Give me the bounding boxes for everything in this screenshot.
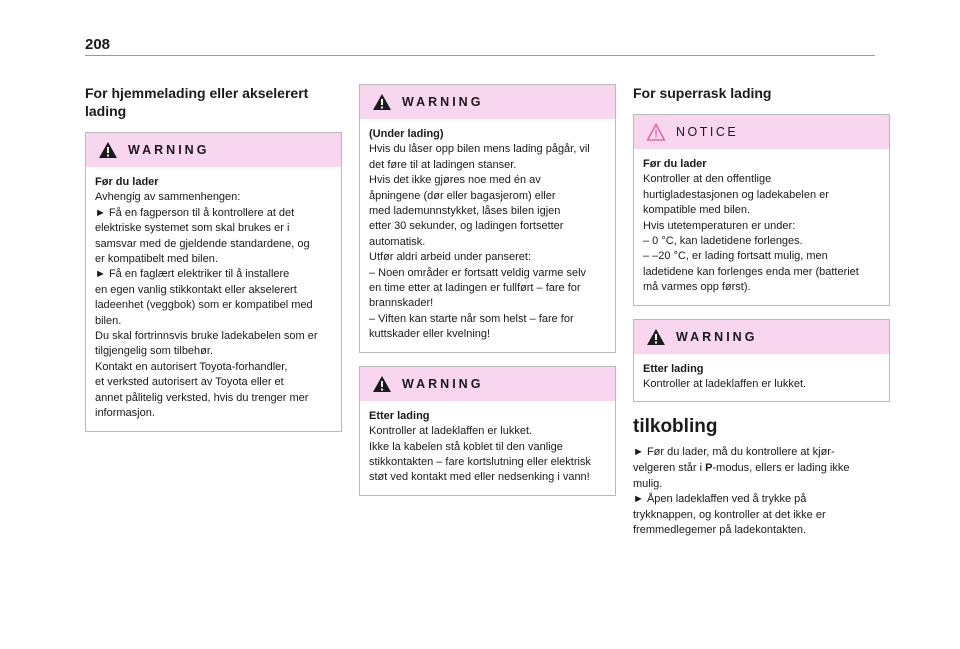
column-2	[359, 84, 616, 509]
warning-triangle-icon	[646, 328, 666, 346]
box-text-line: annet pålitelig verksted, hvis du trenger mer	[95, 391, 309, 404]
box-text-line: – Viften kan starte når som helst – fare for	[369, 312, 574, 325]
box-text-line: Avhengig av sammenhengen:	[95, 191, 241, 204]
box-text-line: tilgjengelig som tilbehør.	[95, 345, 214, 358]
box-text-line: samsvar med de gjeldende standardene, og	[95, 237, 310, 250]
warning-header	[86, 133, 341, 167]
box-text-line: ► Få en faglært elektriker til å installere	[95, 268, 290, 281]
notice-triangle-icon	[646, 123, 666, 141]
warning-label: WARNING	[128, 143, 210, 157]
warning-box-before-charging	[85, 132, 342, 432]
warning-body	[360, 401, 615, 495]
box-text-line: automatisk.	[369, 235, 426, 248]
warning-box-after-charging	[633, 319, 890, 403]
box-text-line: – 0 °C, kan ladetidene forlenges.	[643, 235, 803, 248]
connection-line: fremmedlegemer på ladekontakten.	[633, 524, 807, 537]
box-text-line: Hvis du låser opp bilen mens lading pågår, vil	[369, 143, 590, 156]
box-text-line: – –20 °C, er lading fortsatt mulig, men	[643, 250, 828, 263]
box-subheading: Før du lader	[643, 158, 707, 170]
box-text-line: stikkontakten – fare kortslutning eller elektrisk	[369, 455, 591, 468]
box-text-line: åpningene (dør eller bagasjerom) eller	[369, 189, 556, 202]
box-text-line: Ikke la kabelen stå koblet til den vanlige	[369, 440, 563, 453]
box-text-line: Du skal fortrinnsvis bruke ladekabelen som er	[95, 330, 318, 343]
warning-triangle-icon	[372, 93, 392, 111]
notice-header	[634, 115, 889, 149]
box-text-line: bilen.	[95, 314, 122, 327]
box-subheading: Før du lader	[95, 176, 159, 188]
box-subheading: Etter lading	[643, 362, 704, 375]
section-title-superfast-charging: For superrask lading	[633, 85, 772, 101]
warning-label: WARNING	[402, 95, 484, 109]
connection-line: ► Før du lader, må du kontrollere at kjør-	[633, 446, 835, 459]
box-text-line: med lademunnstykket, låses bilen igjen	[369, 205, 561, 218]
column-1	[85, 84, 342, 445]
box-text-line: Utfør aldri arbeid under panseret:	[369, 251, 532, 264]
box-text-line: et verksted autorisert av Toyota eller et	[95, 376, 284, 389]
warning-box-after-charging	[359, 366, 616, 496]
warning-body	[360, 119, 615, 352]
connection-text-part: velgeren står i	[633, 462, 706, 475]
warning-header	[360, 367, 615, 401]
warning-label: WARNING	[402, 376, 484, 391]
gear-p-mode: P	[705, 462, 713, 475]
connection-line: ► Åpen ladeklaffen ved å trykke på	[633, 493, 807, 506]
box-text-line: er kompatibelt med bilen.	[95, 253, 218, 266]
box-text-line: støt ved kontakt med eller nedsenking i vann!	[369, 471, 590, 484]
box-text-line: det føre til at ladingen stanser.	[369, 158, 517, 171]
connection-title: tilkobling	[633, 416, 718, 438]
box-text-line: Kontroller at ladeklaffen er lukket.	[643, 378, 807, 391]
notice-box-before-charging	[633, 114, 890, 306]
page-number: 208	[85, 36, 111, 53]
box-text-line: en egen vanlig stikkontakt eller akselerert	[95, 283, 297, 296]
warning-header	[360, 85, 615, 119]
box-subheading: (Under lading)	[369, 128, 444, 140]
connection-line: mulig.	[633, 477, 663, 490]
box-text-line: må varmes opp først).	[643, 281, 751, 294]
box-text-line: Hvis utetemperaturen er under:	[643, 219, 796, 232]
warning-triangle-icon	[372, 375, 392, 393]
connection-line: trykknappen, og kontroller at det ikke er	[633, 508, 826, 521]
warning-label: WARNING	[676, 329, 758, 344]
box-text-line: kompatible med bilen.	[643, 204, 751, 217]
box-text-line: ladetidene kan forlenges enda mer (batteriet	[643, 265, 859, 278]
connection-text-part: -modus, ellers er lading ikke	[712, 462, 850, 475]
warning-header	[634, 320, 889, 354]
warning-box-during-charging	[359, 84, 616, 353]
box-text-line: brannskader!	[369, 297, 434, 310]
connection-line	[633, 461, 890, 477]
box-text-line: en time etter at ladingen er fullført – fare for	[369, 282, 581, 295]
connection-text	[633, 445, 890, 539]
section-title-home-charging: For hjemmelading eller akselerert lading	[85, 85, 309, 119]
box-text-line: informasjon.	[95, 407, 155, 420]
header-rule	[85, 55, 875, 56]
box-subheading: Etter lading	[369, 409, 430, 422]
notice-label: NOTICE	[676, 125, 739, 139]
box-text-line: elektriske systemet som skal brukes er i	[95, 222, 290, 235]
box-text-line: kuttskader eller kvelning!	[369, 328, 491, 341]
warning-body	[634, 354, 889, 402]
box-text-line: Hvis det ikke gjøres noe med én av	[369, 174, 541, 187]
box-text-line: ladeenhet (veggbok) som er kompatibel med	[95, 299, 313, 312]
notice-body	[634, 149, 889, 305]
warning-body	[86, 167, 341, 431]
box-text-line: hurtigladestasjonen og ladekabelen er	[643, 188, 829, 201]
box-text-line: etter 30 sekunder, og ladingen fortsetter	[369, 220, 564, 233]
box-text-line: Kontroller at den offentlige	[643, 173, 772, 186]
warning-triangle-icon	[98, 141, 118, 159]
column-3	[633, 84, 890, 539]
box-text-line: Kontakt en autorisert Toyota-forhandler,	[95, 360, 288, 373]
box-text-line: Kontroller at ladeklaffen er lukket.	[369, 425, 533, 438]
box-text-line: – Noen områder er fortsatt veldig varme selv	[369, 266, 587, 279]
box-text-line: ► Få en fagperson til å kontrollere at det	[95, 206, 295, 219]
